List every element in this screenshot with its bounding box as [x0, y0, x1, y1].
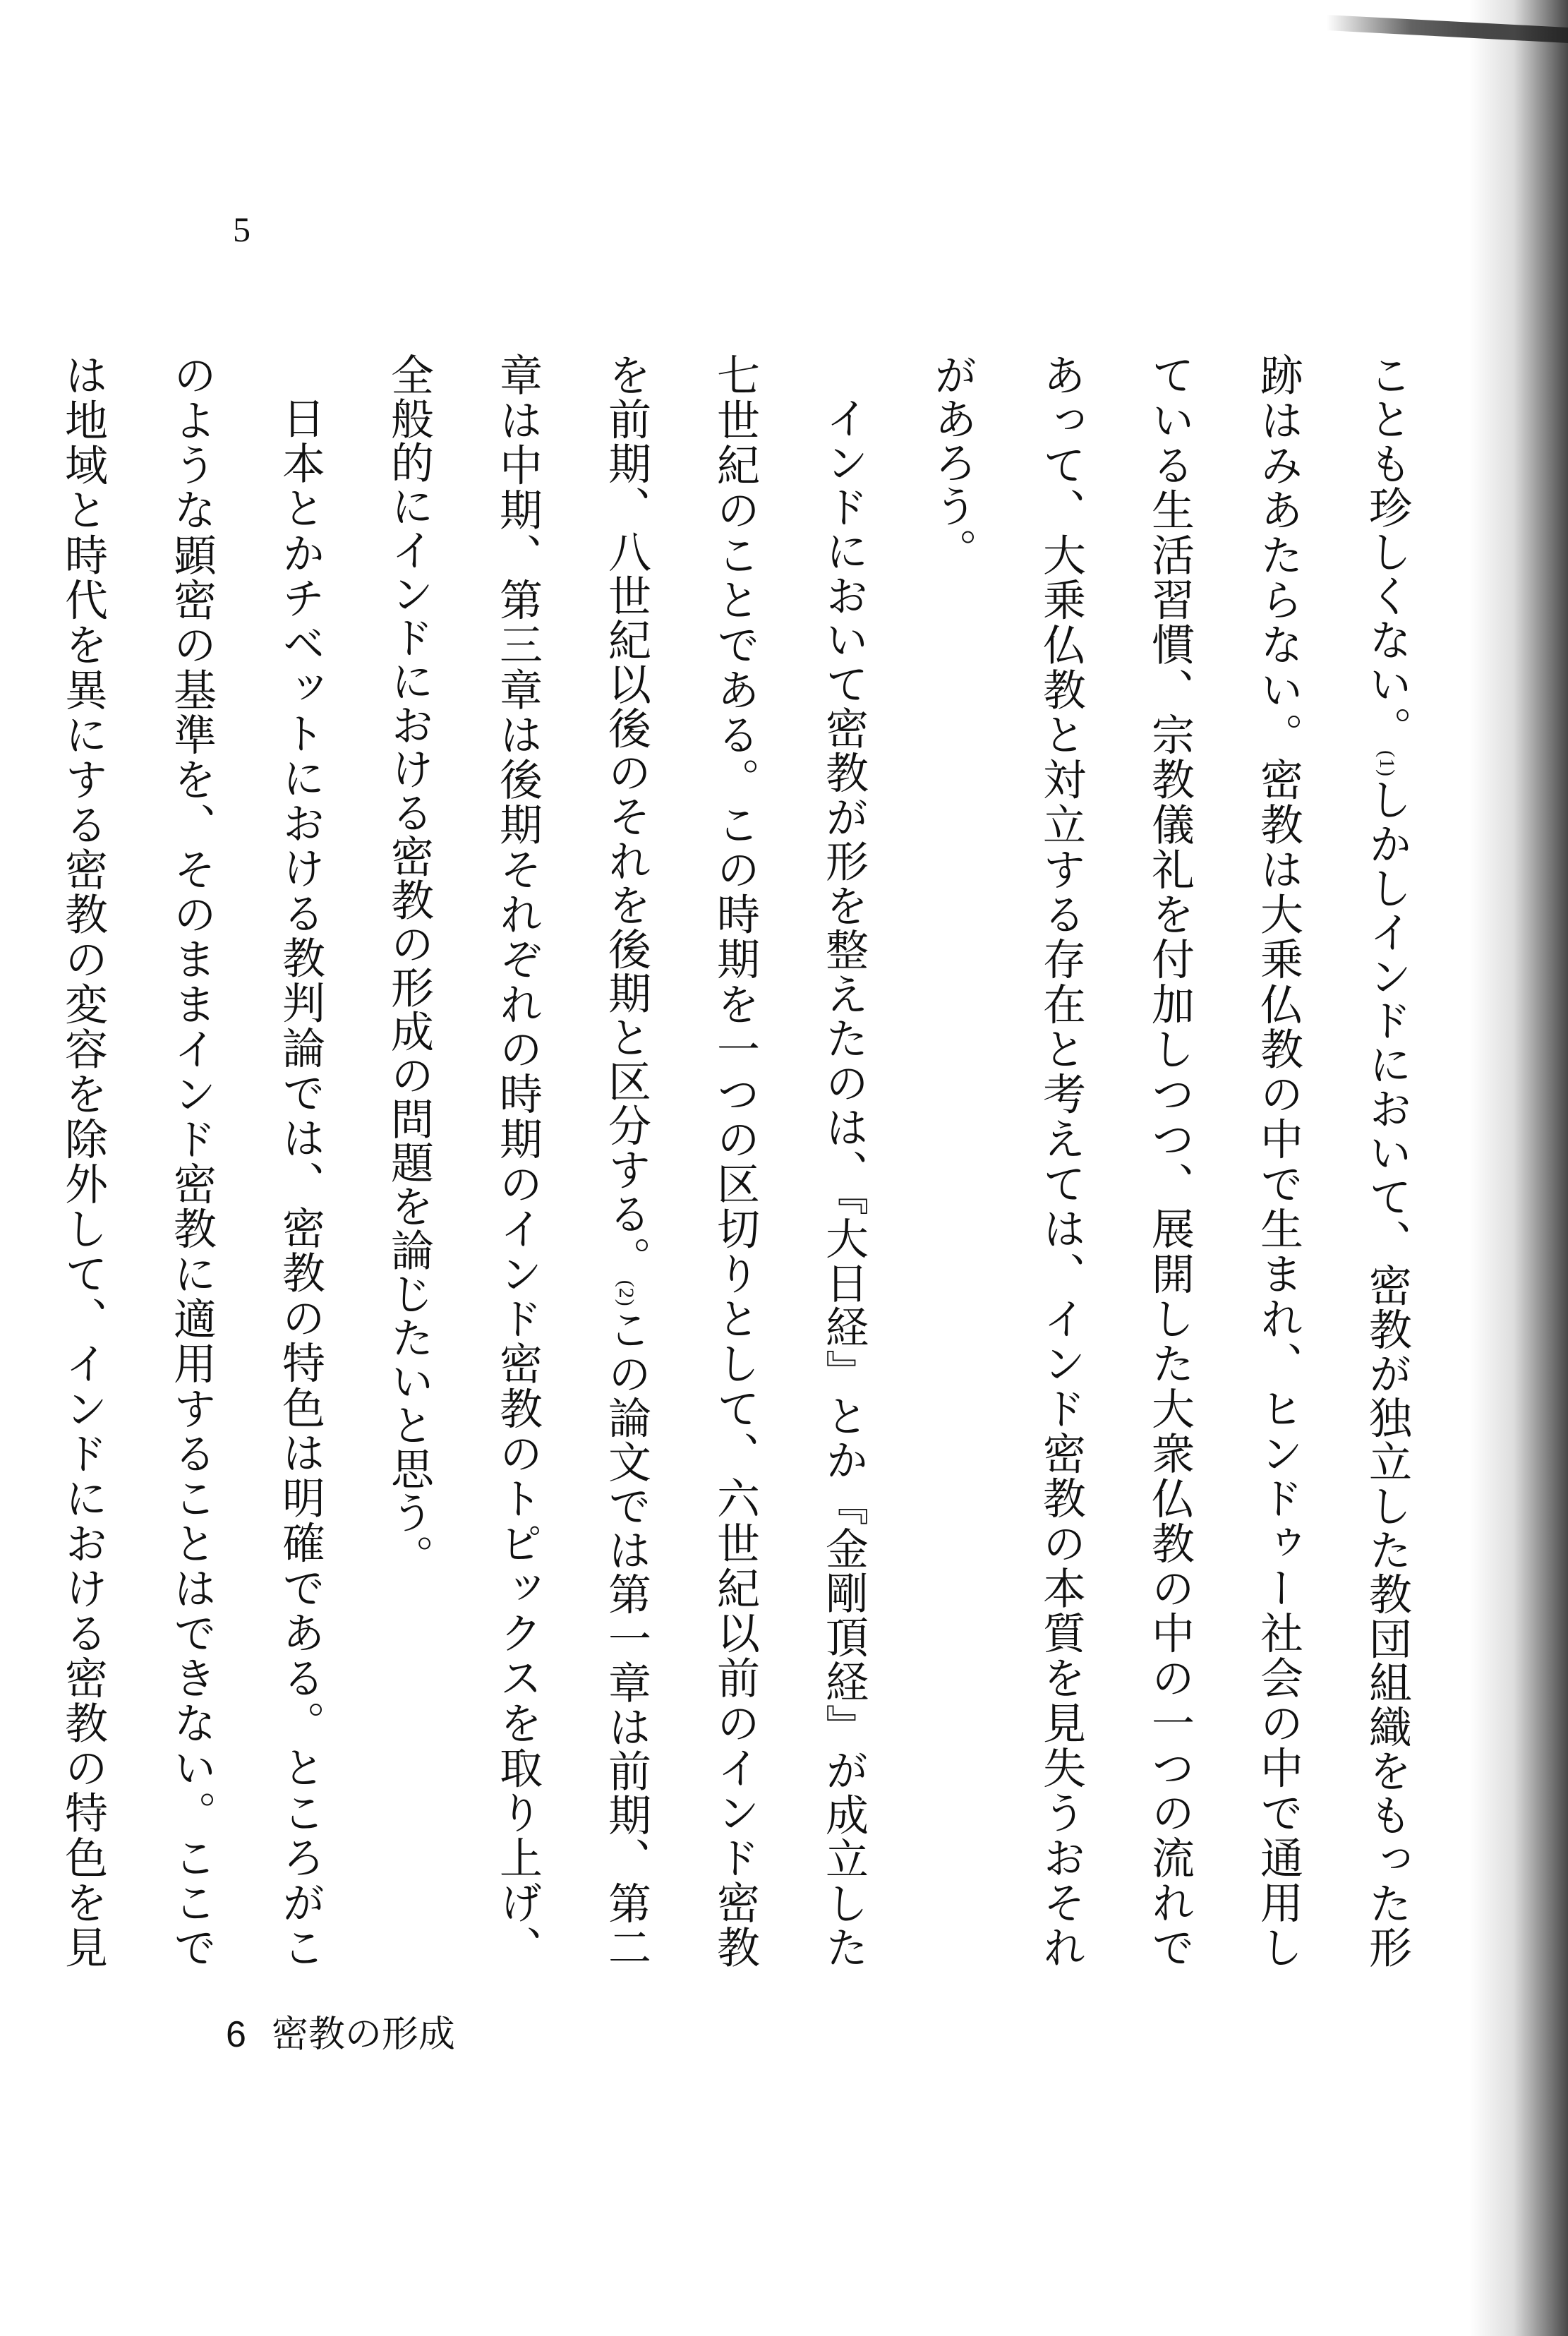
- footer-running-title: 密教の形成: [271, 2013, 455, 2056]
- footer-page-number: 6: [226, 2014, 246, 2055]
- paragraph-text: 日本とかチベットにおける教判論では、密教の特色は明確である。ところがこのような顕密の基準を、そのままインド密教に適用することはできない。ここでは地域と時代を異にする密教の変容を除外して、インドにおける密教の特色を見: [58, 353, 325, 1969]
- paragraph-text: この論文では第一章は前期、第二章は中期、第三章は後期それぞれの時期のインド密教のトピックスを取り上げ、全般的にインドにおける密教の形成の問題を論じたいと思う。: [384, 353, 651, 1970]
- body-paragraph: [898, 353, 1441, 1969]
- body-paragraph: [0, 353, 354, 1969]
- footnote-marker: (1): [1375, 750, 1399, 777]
- paragraph-text: しかしインドにおいて、密教が独立した教団組織をもった形跡はみあたらない。密教は大乗仏教の中で生まれ、ヒンドゥー社会の中で通用している生活習慣、宗教儀礼を付加しつつ、展開した大衆仏教の中の一つの流れであって、大乗仏教と対立する存在と考えては、インド密教の本質を見失うおそれがあろう。: [927, 353, 1412, 1970]
- top-folio-number: 5: [233, 210, 251, 249]
- paragraph-text: インドにおいて密教が形を整えたのは、『大日経』とか『金剛頂経』が成立した七世紀のことである。この時期を一つの区切りとして、六世紀以前のインド密教を前期、八世紀以後のそれを後期と区分する。: [601, 353, 869, 1969]
- body-paragraph: [354, 353, 898, 1969]
- paragraph-text: ことも珍しくない。: [1362, 353, 1412, 751]
- footnote-marker: (2): [615, 1280, 638, 1307]
- vertical-body-text: [58, 353, 1441, 1970]
- scan-edge-shadow: [1469, 0, 1568, 2336]
- page-footer: [226, 2004, 455, 2057]
